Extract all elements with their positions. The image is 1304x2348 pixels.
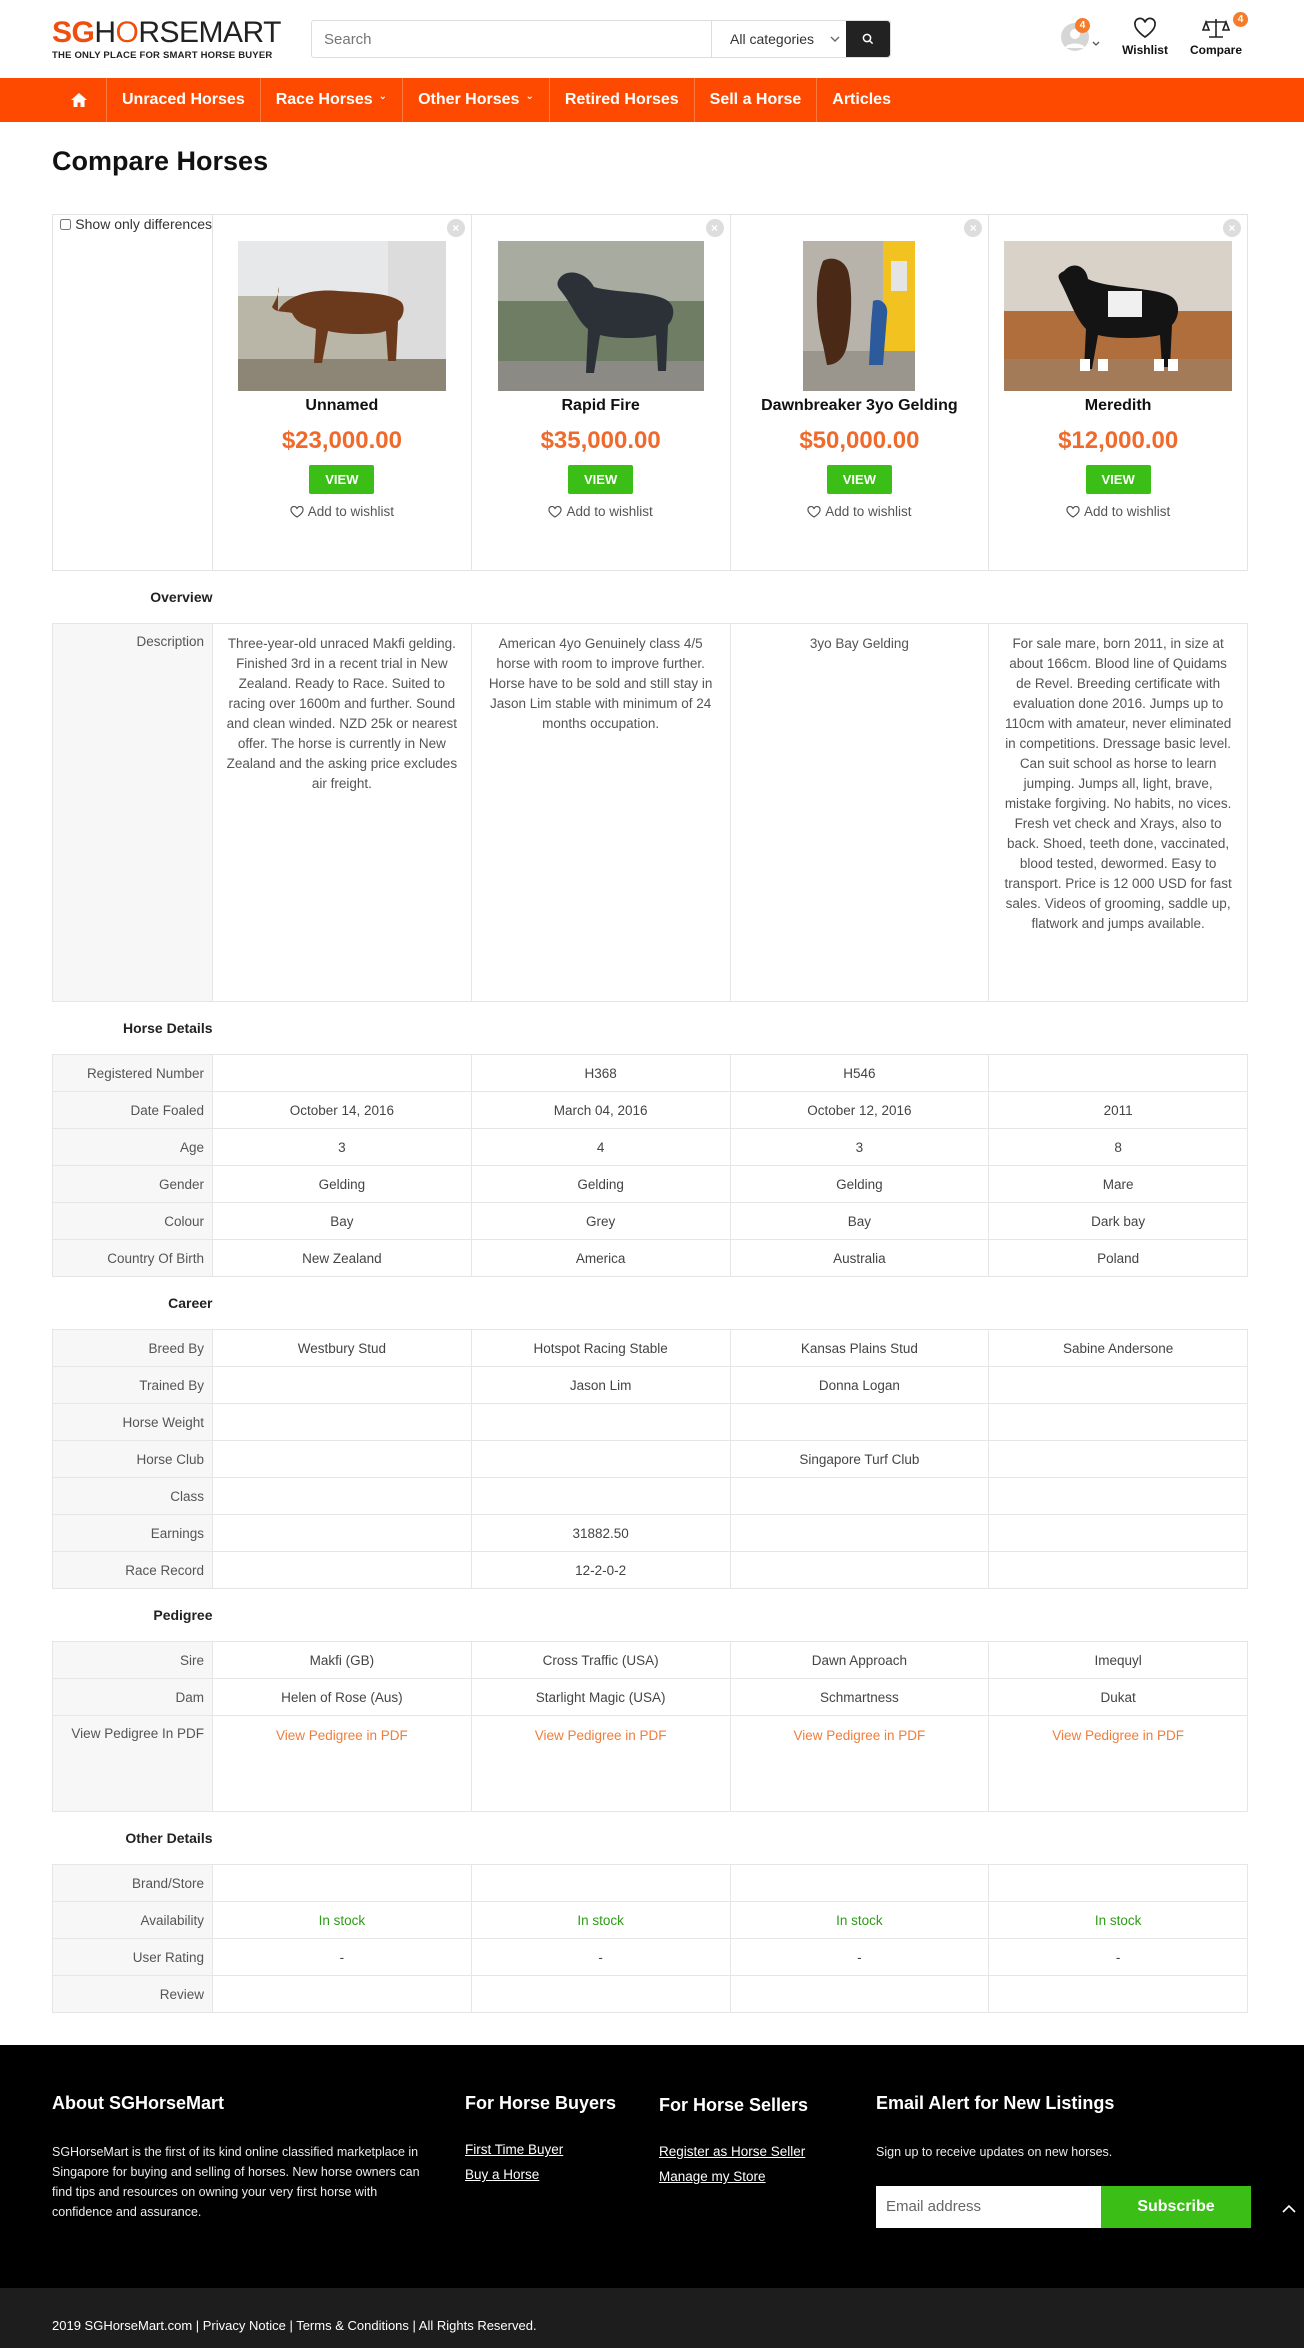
row-label: Race Record bbox=[53, 1552, 213, 1589]
cell-value bbox=[213, 1552, 472, 1589]
cell-value: American 4yo Genuinely class 4/5 horse with room to improve further. Horse have to be sold and still stay in Jason Lim stable with minimum of 24 months occupation. bbox=[471, 624, 730, 1002]
remove-product-button[interactable]: × bbox=[1223, 219, 1241, 237]
cell-value: Poland bbox=[989, 1240, 1248, 1277]
row-label: Breed By bbox=[53, 1330, 213, 1367]
cell-value: October 12, 2016 bbox=[730, 1092, 989, 1129]
cell-value: October 14, 2016 bbox=[213, 1092, 472, 1129]
row-label: Earnings bbox=[53, 1515, 213, 1552]
cell-value bbox=[730, 1552, 989, 1589]
cell-value bbox=[213, 1441, 472, 1478]
search-bar bbox=[311, 20, 891, 58]
table-row bbox=[53, 1716, 1248, 1812]
cell-value bbox=[989, 1055, 1248, 1092]
cell-value bbox=[213, 1367, 472, 1404]
cell-value bbox=[989, 1552, 1248, 1589]
nav-label: Sell a Horse bbox=[709, 91, 802, 108]
cell-value bbox=[213, 1404, 472, 1441]
row-label: Class bbox=[53, 1478, 213, 1515]
cell-value: Singapore Turf Club bbox=[730, 1441, 989, 1478]
table-row bbox=[53, 1203, 1248, 1240]
logo-tagline: THE ONLY PLACE FOR SMART HORSE BUYER bbox=[52, 50, 273, 61]
table-row bbox=[53, 1367, 1248, 1404]
cell-value bbox=[213, 1055, 472, 1092]
back-to-top-button[interactable] bbox=[1282, 2200, 1296, 2218]
table-row bbox=[53, 1642, 1248, 1679]
compare-badge: 4 bbox=[1233, 12, 1248, 27]
cell-value: For sale mare, born 2011, in size at about 166cm. Blood line of Quidams de Revel. Breeding certificate with evaluation done 2016. Jumps up to 110cm with amateur, never eliminated in competitions. Dressage basic level. Can suit school as horse to learn jumping. Jumps all, light, brave, mistake forgiving. No habits, no vices. Fresh vet check and Xrays, also to back. Shoed, teeth done, vaccinated, blood tested, dewormed. Easy to transport. Price is 12 000 USD for fast sales. Videos of grooming, saddle up, flatwork and jumps available. bbox=[989, 624, 1248, 1002]
scales-icon bbox=[1202, 16, 1230, 40]
copyright-text: 2019 SGHorseMart.com | Privacy Notice | Terms & Conditions | All Rights Reserved. bbox=[52, 2318, 537, 2333]
product-name[interactable]: Meredith bbox=[1084, 397, 1152, 414]
horse-photo[interactable] bbox=[803, 241, 915, 391]
row-label: Registered Number bbox=[53, 1055, 213, 1092]
nav-label: Other Horses bbox=[418, 91, 520, 108]
wishlist-text: Add to wishlist bbox=[307, 504, 395, 519]
chevron-down-icon bbox=[1092, 41, 1100, 47]
product-card bbox=[213, 215, 472, 571]
cell-value: - bbox=[730, 1939, 989, 1976]
cell-value: Grey bbox=[471, 1203, 730, 1240]
wishlist-text: Add to wishlist bbox=[566, 504, 653, 519]
horse-photo[interactable] bbox=[238, 241, 446, 391]
cell-value: Three-year-old unraced Makfi gelding. Finished 3rd in a recent trial in New Zealand. Ready to Race. Suited to racing over 1600m and further. Sound and clean winded. NZD 25k or nearest offer. The horse is currently in New Zealand and the asking price excludes air freight. bbox=[213, 624, 472, 1002]
cell-value bbox=[989, 1865, 1248, 1902]
remove-product-button[interactable]: × bbox=[706, 219, 724, 237]
section-horse-details: Horse Details bbox=[123, 1020, 213, 1036]
footer-buyers bbox=[465, 2093, 635, 2192]
cell-value bbox=[213, 1865, 472, 1902]
cell-value: Starlight Magic (USA) bbox=[471, 1679, 730, 1716]
cell-value: Jason Lim bbox=[471, 1367, 730, 1404]
cell-value bbox=[471, 1865, 730, 1902]
section-overview: Overview bbox=[150, 589, 213, 605]
product-price: $12,000.00 bbox=[1058, 427, 1179, 454]
cell-value: 12-2-0-2 bbox=[471, 1552, 730, 1589]
footer-about bbox=[52, 2093, 432, 2222]
cell-value: Kansas Plains Stud bbox=[730, 1330, 989, 1367]
product-name[interactable]: Unnamed bbox=[305, 397, 379, 414]
cell-value: Bay bbox=[730, 1203, 989, 1240]
row-label: Sire bbox=[53, 1642, 213, 1679]
cell-value: Dukat bbox=[989, 1679, 1248, 1716]
logo-sg: SG bbox=[52, 16, 95, 49]
cell-value: H546 bbox=[730, 1055, 989, 1092]
cell-value bbox=[213, 1515, 472, 1552]
add-to-wishlist[interactable] bbox=[731, 504, 989, 519]
cell-value: Cross Traffic (USA) bbox=[471, 1642, 730, 1679]
nav-home[interactable] bbox=[52, 78, 107, 122]
nav-race-horses[interactable] bbox=[261, 78, 403, 122]
table-row bbox=[53, 1092, 1248, 1129]
email-input[interactable]: Email address bbox=[876, 2186, 1101, 2228]
row-label: Availability bbox=[53, 1902, 213, 1939]
category-select[interactable] bbox=[711, 21, 846, 57]
footer-email-alert bbox=[876, 2093, 1256, 2228]
cell-value: New Zealand bbox=[213, 1240, 472, 1277]
table-row bbox=[53, 1939, 1248, 1976]
row-label: Age bbox=[53, 1129, 213, 1166]
table-row bbox=[53, 1515, 1248, 1552]
cell-value: Australia bbox=[730, 1240, 989, 1277]
table-row bbox=[53, 1441, 1248, 1478]
row-label: Horse Club bbox=[53, 1441, 213, 1478]
cell-value: 2011 bbox=[989, 1092, 1248, 1129]
footer-alert-text: Sign up to receive updates on new horses. bbox=[876, 2145, 1113, 2159]
remove-product-button[interactable]: × bbox=[964, 219, 982, 237]
row-label: View Pedigree In PDF bbox=[53, 1716, 213, 1812]
add-to-wishlist[interactable] bbox=[472, 504, 730, 519]
cell-value: 31882.50 bbox=[471, 1515, 730, 1552]
site-footer bbox=[0, 2045, 1304, 2288]
cell-value bbox=[730, 1976, 989, 2013]
section-pedigree: Pedigree bbox=[153, 1607, 213, 1623]
nav-label: Articles bbox=[832, 91, 891, 108]
stock-status: In stock bbox=[213, 1902, 472, 1939]
chevron-down-icon: ⌄ bbox=[525, 90, 534, 102]
add-to-wishlist[interactable] bbox=[213, 504, 471, 519]
cell-value: 3yo Bay Gelding bbox=[730, 624, 989, 1002]
row-label: Trained By bbox=[53, 1367, 213, 1404]
cell-value: - bbox=[989, 1939, 1248, 1976]
row-label: Dam bbox=[53, 1679, 213, 1716]
cell-value: Gelding bbox=[471, 1166, 730, 1203]
cell-value bbox=[471, 1478, 730, 1515]
email-signup bbox=[876, 2186, 1256, 2228]
cell-value bbox=[989, 1478, 1248, 1515]
product-name[interactable]: Rapid Fire bbox=[561, 397, 640, 414]
search-icon bbox=[862, 33, 874, 45]
manage-store-link[interactable]: Manage my Store bbox=[659, 2169, 766, 2184]
cell-value: Donna Logan bbox=[730, 1367, 989, 1404]
cell-value: Hotspot Racing Stable bbox=[471, 1330, 730, 1367]
cell-value bbox=[730, 1404, 989, 1441]
wishlist-text: Add to wishlist bbox=[1083, 504, 1171, 519]
pedigree-pdf-link[interactable]: View Pedigree in PDF bbox=[534, 1728, 667, 1743]
cell-value bbox=[213, 1478, 472, 1515]
view-button[interactable]: VIEW bbox=[827, 465, 892, 494]
footer-sellers-title: For Horse Sellers bbox=[659, 2095, 809, 2115]
header-actions bbox=[1060, 16, 1242, 57]
cell-value bbox=[730, 1478, 989, 1515]
differences-checkbox[interactable] bbox=[60, 219, 71, 230]
differences-label: Show only differences bbox=[75, 216, 212, 232]
cell-value: 3 bbox=[730, 1129, 989, 1166]
section-heading bbox=[53, 1812, 1248, 1865]
nav-unraced-horses[interactable] bbox=[107, 78, 261, 122]
cell-value bbox=[471, 1976, 730, 2013]
wishlist-text: Add to wishlist bbox=[825, 504, 912, 519]
nav-other-horses[interactable] bbox=[403, 78, 550, 122]
wishlist-link[interactable] bbox=[1122, 16, 1168, 57]
view-button[interactable]: VIEW bbox=[309, 465, 374, 494]
product-price: $23,000.00 bbox=[281, 427, 402, 454]
table-row bbox=[53, 1129, 1248, 1166]
buy-a-horse-link[interactable]: Buy a Horse bbox=[465, 2167, 540, 2182]
cell-value: Westbury Stud bbox=[213, 1330, 472, 1367]
compare-label: Compare bbox=[1189, 43, 1242, 57]
heart-icon bbox=[290, 506, 304, 518]
cell-value bbox=[989, 1976, 1248, 2013]
site-header bbox=[0, 0, 1304, 78]
chevron-down-icon: ⌄ bbox=[378, 90, 388, 102]
product-price: $35,000.00 bbox=[540, 427, 661, 454]
wishlist-label: Wishlist bbox=[1122, 43, 1168, 57]
section-career: Career bbox=[168, 1295, 213, 1311]
cell-value: - bbox=[213, 1939, 472, 1976]
product-name[interactable]: Dawnbreaker 3yo Gelding bbox=[761, 397, 958, 414]
section-heading bbox=[53, 571, 1248, 624]
cell-value: H368 bbox=[471, 1055, 730, 1092]
row-label: Horse Weight bbox=[53, 1404, 213, 1441]
row-label: Date Foaled bbox=[53, 1092, 213, 1129]
copyright-bar bbox=[0, 2288, 1304, 2348]
nav-retired-horses[interactable] bbox=[550, 78, 695, 122]
product-row bbox=[53, 215, 1248, 571]
row-label: Country Of Birth bbox=[53, 1240, 213, 1277]
cell-value: 8 bbox=[989, 1129, 1248, 1166]
table-row bbox=[53, 624, 1248, 1002]
cell-value bbox=[989, 1367, 1248, 1404]
cell-value: Schmartness bbox=[730, 1679, 989, 1716]
home-icon bbox=[70, 92, 88, 108]
logo-rest: RSEMART bbox=[138, 16, 282, 49]
cell-value: Makfi (GB) bbox=[213, 1642, 472, 1679]
show-only-differences[interactable] bbox=[53, 215, 213, 571]
nav-label: Unraced Horses bbox=[122, 91, 245, 108]
compare-link[interactable] bbox=[1190, 16, 1242, 57]
cell-value: America bbox=[471, 1240, 730, 1277]
product-price: $50,000.00 bbox=[799, 427, 920, 454]
pedigree-pdf-link[interactable]: View Pedigree in PDF bbox=[1052, 1728, 1185, 1743]
cell-value bbox=[471, 1404, 730, 1441]
stock-status: In stock bbox=[989, 1902, 1248, 1939]
pedigree-pdf-link[interactable]: View Pedigree in PDF bbox=[793, 1728, 926, 1743]
cell-value bbox=[989, 1515, 1248, 1552]
section-heading bbox=[53, 1589, 1248, 1642]
view-button[interactable]: VIEW bbox=[568, 465, 633, 494]
footer-buyers-title: For Horse Buyers bbox=[465, 2093, 617, 2113]
nav-label: Race Horses bbox=[275, 91, 373, 108]
cell-value bbox=[989, 1404, 1248, 1441]
table-row bbox=[53, 1330, 1248, 1367]
cell-value bbox=[730, 1515, 989, 1552]
table-row bbox=[53, 1679, 1248, 1716]
pedigree-pdf-link[interactable]: View Pedigree in PDF bbox=[275, 1728, 408, 1743]
row-label: Description bbox=[53, 624, 213, 1002]
search-button[interactable] bbox=[846, 21, 890, 57]
product-card bbox=[471, 215, 730, 571]
cell-value: Helen of Rose (Aus) bbox=[213, 1679, 472, 1716]
row-label: Gender bbox=[53, 1166, 213, 1203]
add-to-wishlist[interactable] bbox=[989, 504, 1247, 519]
compare-table bbox=[52, 214, 1248, 2013]
logo-h: H bbox=[94, 16, 116, 49]
row-label: Colour bbox=[53, 1203, 213, 1240]
cell-value: March 04, 2016 bbox=[471, 1092, 730, 1129]
cell-value bbox=[213, 1976, 472, 2013]
nav-label: Retired Horses bbox=[564, 91, 679, 108]
cell-value: Imequyl bbox=[989, 1642, 1248, 1679]
cell-value: Gelding bbox=[213, 1166, 472, 1203]
logo[interactable] bbox=[52, 18, 281, 61]
cell-value: 3 bbox=[213, 1129, 472, 1166]
heart-icon bbox=[1132, 16, 1158, 40]
table-row bbox=[53, 1552, 1248, 1589]
account-badge: 4 bbox=[1075, 18, 1090, 33]
footer-alert-title: Email Alert for New Listings bbox=[876, 2093, 1115, 2113]
row-label: Brand/Store bbox=[53, 1865, 213, 1902]
cell-value: Gelding bbox=[730, 1166, 989, 1203]
footer-sellers bbox=[659, 2095, 859, 2194]
nav-articles[interactable] bbox=[817, 78, 906, 122]
account-menu[interactable] bbox=[1060, 22, 1100, 52]
register-seller-link[interactable]: Register as Horse Seller bbox=[659, 2144, 806, 2159]
chevron-down-icon bbox=[830, 36, 840, 42]
product-card bbox=[730, 215, 989, 571]
stock-status: In stock bbox=[730, 1902, 989, 1939]
heart-icon bbox=[807, 506, 821, 518]
footer-about-text: SGHorseMart is the first of its kind online classified marketplace in Singapore for buying and selling of horses. New horse owners can find tips and resources on owning your very first horse with confidence and assurance. bbox=[52, 2145, 420, 2219]
page-title: Compare Horses bbox=[52, 146, 269, 176]
cell-value: 4 bbox=[471, 1129, 730, 1166]
logo-o: O bbox=[115, 16, 139, 49]
table-row bbox=[53, 1976, 1248, 2013]
section-heading bbox=[53, 1277, 1248, 1330]
cell-value bbox=[471, 1441, 730, 1478]
remove-product-button[interactable]: × bbox=[447, 219, 465, 237]
product-card bbox=[989, 215, 1248, 571]
table-row bbox=[53, 1166, 1248, 1203]
nav-sell-a-horse[interactable] bbox=[695, 78, 818, 122]
view-button[interactable]: VIEW bbox=[1086, 465, 1151, 494]
footer-about-title: About SGHorseMart bbox=[52, 2093, 225, 2113]
category-select-value: All categories bbox=[730, 31, 815, 47]
cell-value: Dawn Approach bbox=[730, 1642, 989, 1679]
heart-icon bbox=[548, 506, 562, 518]
table-row bbox=[53, 1902, 1248, 1939]
cell-value bbox=[730, 1865, 989, 1902]
search-input[interactable] bbox=[312, 21, 711, 57]
table-row bbox=[53, 1055, 1248, 1092]
cell-value: Sabine Andersone bbox=[989, 1330, 1248, 1367]
cell-value: Mare bbox=[989, 1166, 1248, 1203]
horse-photo[interactable] bbox=[1004, 241, 1232, 391]
section-other-details: Other Details bbox=[125, 1830, 213, 1846]
section-heading bbox=[53, 1002, 1248, 1055]
horse-photo[interactable] bbox=[498, 241, 704, 391]
stock-status: In stock bbox=[471, 1902, 730, 1939]
cell-value: Bay bbox=[213, 1203, 472, 1240]
cell-value: - bbox=[471, 1939, 730, 1976]
row-label: Review bbox=[53, 1976, 213, 2013]
table-row bbox=[53, 1240, 1248, 1277]
table-row bbox=[53, 1478, 1248, 1515]
cell-value: Dark bay bbox=[989, 1203, 1248, 1240]
table-row bbox=[53, 1404, 1248, 1441]
row-label: User Rating bbox=[53, 1939, 213, 1976]
chevron-up-icon bbox=[1282, 2204, 1296, 2213]
subscribe-button[interactable]: Subscribe bbox=[1101, 2186, 1251, 2228]
heart-icon bbox=[1066, 506, 1080, 518]
table-row bbox=[53, 1865, 1248, 1902]
first-time-buyer-link[interactable]: First Time Buyer bbox=[465, 2142, 564, 2157]
main-nav bbox=[0, 78, 1304, 122]
cell-value bbox=[989, 1441, 1248, 1478]
